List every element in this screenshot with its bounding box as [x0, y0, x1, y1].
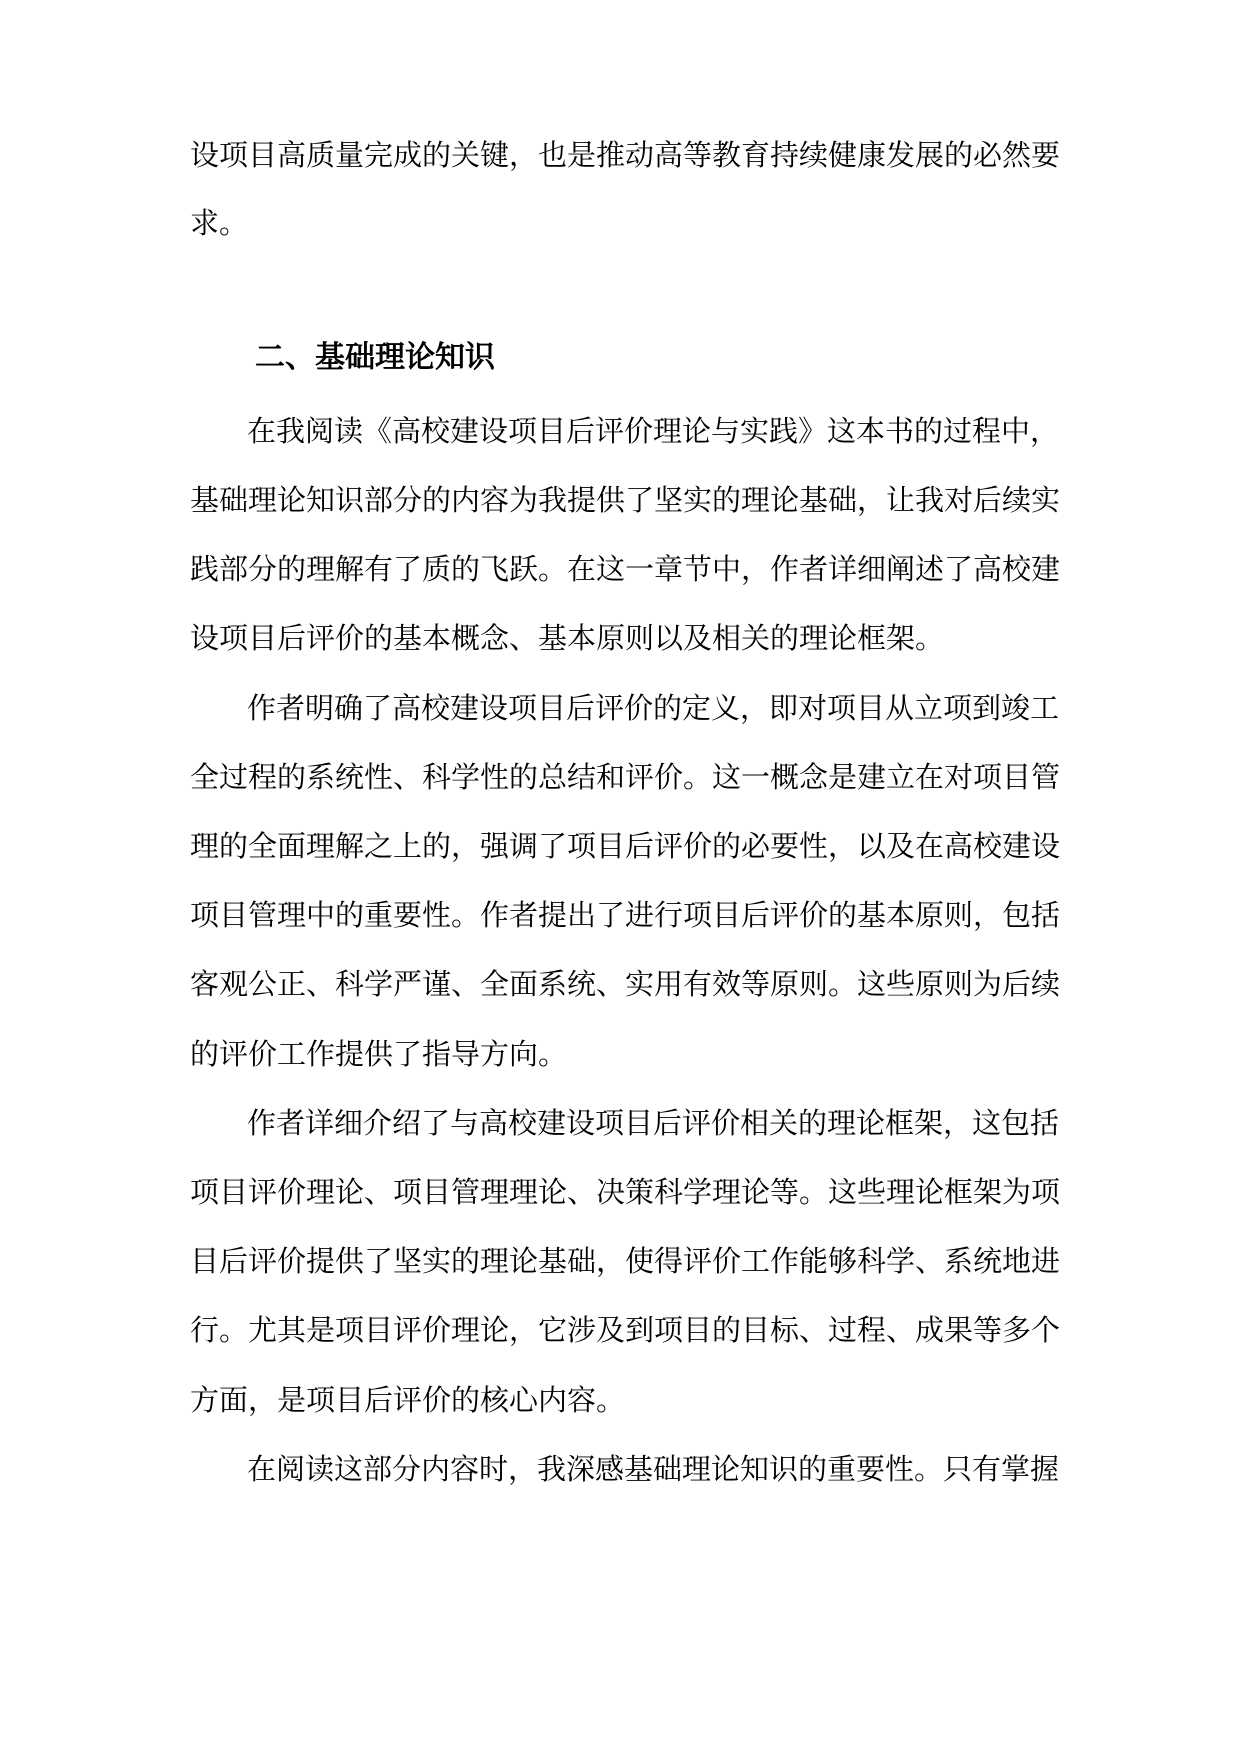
text-line: 全过程的系统性、科学性的总结和评价。这一概念是建立在对项目管 — [190, 760, 1061, 794]
text-line: 项目评价理论、项目管理理论、决策科学理论等。这些理论框架为项 — [190, 1175, 1061, 1209]
text-line: 客观公正、科学严谨、全面系统、实用有效等原则。这些原则为后续 — [190, 967, 1061, 1001]
section-heading: 二、基础理论知识 — [255, 340, 495, 375]
text-line: 在阅读这部分内容时，我深感基础理论知识的重要性。只有掌握 — [247, 1452, 1060, 1486]
text-line: 践部分的理解有了质的飞跃。在这一章节中，作者详细阐述了高校建 — [190, 552, 1061, 586]
text-line: 目后评价提供了坚实的理论基础，使得评价工作能够科学、系统地进 — [190, 1244, 1061, 1278]
text-line: 在我阅读《高校建设项目后评价理论与实践》这本书的过程中， — [247, 414, 1060, 448]
text-line: 方面，是项目后评价的核心内容。 — [190, 1383, 626, 1417]
text-line: 求。 — [190, 206, 249, 240]
text-line: 作者明确了高校建设项目后评价的定义，即对项目从立项到竣工 — [247, 691, 1060, 725]
text-line: 行。尤其是项目评价理论，它涉及到项目的目标、过程、成果等多个 — [190, 1313, 1061, 1347]
text-line: 设项目后评价的基本概念、基本原则以及相关的理论框架。 — [190, 621, 945, 655]
text-line: 设项目高质量完成的关键，也是推动高等教育持续健康发展的必然要 — [190, 138, 1061, 172]
text-line: 项目管理中的重要性。作者提出了进行项目后评价的基本原则，包括 — [190, 898, 1061, 932]
text-line: 作者详细介绍了与高校建设项目后评价相关的理论框架，这包括 — [247, 1106, 1060, 1140]
text-line: 理的全面理解之上的，强调了项目后评价的必要性，以及在高校建设 — [190, 829, 1061, 863]
text-line: 基础理论知识部分的内容为我提供了坚实的理论基础，让我对后续实 — [190, 483, 1061, 517]
text-line: 的评价工作提供了指导方向。 — [190, 1037, 568, 1071]
